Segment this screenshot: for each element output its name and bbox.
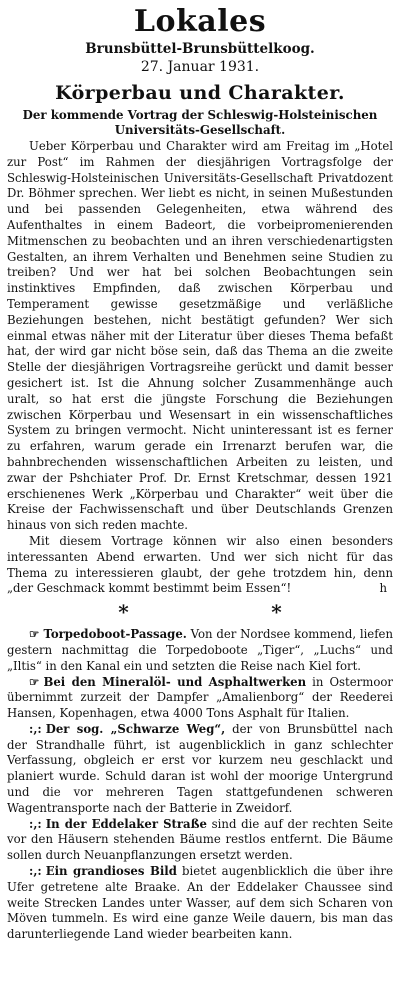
notice-marker: :,: — [29, 864, 42, 879]
article-title: Körperbau und Charakter. — [55, 82, 345, 104]
date-line: 27. Januar 1931. — [140, 59, 260, 75]
separator-star: * — [118, 600, 129, 625]
notice-text: der von Brunsbüttel nach der Strandhalle führt, ist augenblicklich in ganz schlechter Verfassung, obgleich er erst vor kurzem neu geschlackt und planiert wurde. Schuld daran ist wohl der moorige Untergrund und die vor mehreren Tagen stattgefundenen schweren Wagentransporte nach der Batterie in Zweidorf. — [7, 721, 393, 815]
notice-lead: Ein grandioses Bild — [45, 864, 177, 879]
notice-text: in Ostermoor übernimmt zurzeit der Dampfer „Amalienborg“ der Reederei Hansen, Kopenhagen, etwa 4000 Tons Asphalt für Italien. — [7, 674, 393, 721]
notice-text: bietet augenblicklich die über ihre Ufer getretene alte Braake. An der Eddelaker Chaussee sind weite Strecken Landes unter Wasser, auf dem sich Scharen von Möven tummeln. Es wird eine ganze Weile dauern, bis man das darunterliegende Land wieder bearbeiten kann. — [7, 864, 393, 942]
notice-item — [7, 864, 393, 943]
separator-star: * — [271, 600, 282, 625]
place-line: Brunsbüttel-Brunsbüttelkoog. — [85, 41, 315, 57]
notice-lead: Der sog. „Schwarze Weg“, — [45, 721, 226, 736]
article-subtitle: Der kommende Vortrag der Schleswig-Holsteinischen Universitäts-Gesellschaft. — [22, 108, 378, 137]
author-signature: h — [379, 581, 387, 596]
notice-text: Von der Nordsee kommend, liefen gestern nachmittag die Torpedoboote „Tiger“, „Luchs“ und „Iltis“ in den Kanal ein und setzten die Reise nach Kiel fort. — [7, 627, 393, 673]
section-separator — [47, 601, 353, 623]
notice-item — [7, 722, 393, 817]
notice-lead: Torpedoboot-Passage. — [43, 627, 187, 642]
article-paragraph-2-text: Mit diesem Vortrage können wir also einen besonders interessanten Abend erwarten. Und wer sich nicht für das Thema zu interessieren glaubt, der gehe trotzdem hin, denn „der Geschmack kommt bestimmt beim Essen“! — [7, 533, 393, 596]
article-paragraph-1: Ueber Körperbau und Charakter wird am Freitag im „Hotel zur Post“ im Rahmen der diesjährigen Vortragsfolge der Schleswig-Holsteinischen Universitäts-Gesellschaft Privatdozent Dr. Böhmer sprechen. Wer liebt es nicht, in seinen Mußestunden und bei passenden Gelegenheiten, etwa während des Aufenthaltes in einem Badeort, die vorbeipromenierenden Mitmenschen zu beobachten und an ihren verschiedenartigsten Gestalten, an ihrem Verhalten und Benehmen seine Studien zu treiben? Und wer hat bei solchen Beobachtungen sein instinktives Empfinden, daß zwischen Körperbau und Temperament gewisse gesetzmäßige und verläßliche Beziehungen bestehen, nicht bestätigt gefunden? Wer sich einmal etwas näher mit der Literatur über dieses Thema befaßt hat, der wird gar nicht böse sein, daß das Thema an die zweite Stelle der diesjährigen Vortragsreihe gerückt und damit besser gesichert ist. Ist die Ahnung solcher Zusammenhänge auch uralt, so hat erst die jüngste Forschung die Beziehungen zwischen Körperbau und Wesensart in ein wissenschaftliches System zu bringen vermocht. Nicht uninteressant ist es ferner zu erfahren, warum gerade ein Irrenarzt berufen war, die bahnbrechenden wissenschaftlichen Arbeiten zu leisten, und zwar der Pshchiater Prof. Dr. Ernst Kretschmar, dessen 1921 erschienenes Werk „Körperbau und Charakter“ weit über die Kreise der Fachwissenschaft und über Deutschlands Grenzen hinaus von sich reden machte. — [7, 139, 393, 533]
pointing-hand-icon: ☞ — [29, 627, 40, 642]
notice-lead: In der Eddelaker Straße — [45, 816, 207, 831]
notice-item — [7, 675, 393, 722]
article-paragraph-2 — [7, 534, 393, 597]
notice-item — [7, 627, 393, 674]
pointing-hand-icon: ☞ — [29, 674, 40, 689]
notice-lead: Bei den Mineralöl- und Asphaltwerken — [43, 674, 307, 689]
notice-marker: :,: — [29, 816, 42, 831]
notice-item — [7, 817, 393, 864]
notice-marker: :,: — [29, 721, 42, 736]
section-heading: Lokales — [133, 4, 267, 39]
notice-text: sind die auf der rechten Seite vor den Häusern stehenden Bäume restlos entfernt. Die Bäume sollen durch Neuanpflanzungen ersetzt werden. — [7, 816, 393, 863]
